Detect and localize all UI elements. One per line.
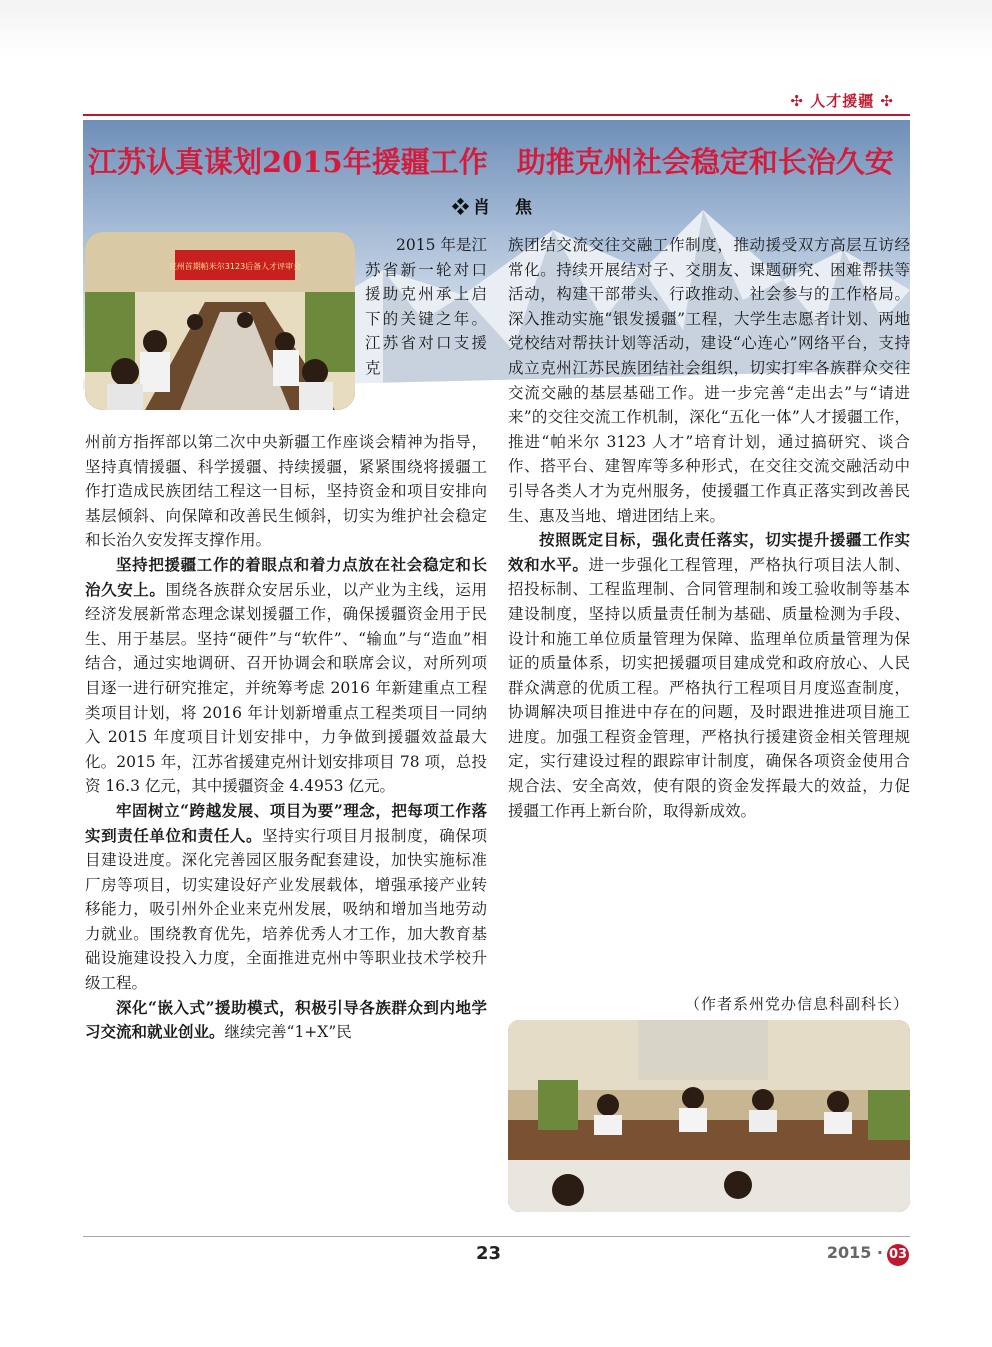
paragraph-2-body: 坚持实行项目月报制度，确保项目建设进度。深化完善园区服务配套建设，加快实施标准厂房等项目，切实建设好产业发展载体，增强承接产业转移能力，吸引州外企业来克州发展，吸纳和增加当地劳动力就业。围绕教育优先，培养优秀人才工作，加大教育基础设施建设投入力度，全面推进克州中等职业技术学校升级工程。 (85, 826, 487, 993)
paragraph-1-lead: 坚持把援疆工作的着眼点和着力点放在社会稳定和长治久安上。 (85, 554, 487, 599)
paragraph-2-lead: 牢固树立“跨越发展、项目为要”理念，把每项工作落实到责任单位和责任人。 (85, 800, 487, 845)
meeting-photo-1 (85, 232, 355, 410)
top-band (0, 0, 992, 60)
intro-wrap-text: 2015 年是江苏省新一轮对口援助克州承上启下的关键之年。江苏省对口支援克 (365, 236, 487, 377)
paragraph-3-lead: 深化“嵌入式”援助模式，积极引导各族群众到内地学习交流和就业创业。 (85, 997, 487, 1042)
page-number: 23 (476, 1243, 502, 1264)
paragraph-4-lead: 按照既定目标，强化责任落实，切实提升援疆工作实效和水平。 (508, 530, 910, 574)
issue-year: 2015 · (826, 1243, 883, 1262)
right-column (508, 233, 910, 823)
right-continued: 族团结交流交往交融工作制度，推动援受双方高层互访经常化。持续开展结对子、交朋友、课题研究、困难帮扶等活动，构建干部带头、行政推动、社会参与的工作格局。深入推动实施“银发援疆”工程，大学生志愿者计划、两地党校结对帮扶计划等活动，建设“心连心”网络平台，支持成立克州江苏民族团结社会组织，切实打牢各族群众交往交流交融的基层基础工作。进一步完善“走出去”与“请进来”的交往交流工作机制，深化“五化一体”人才援疆工作，推进“帕米尔 3123 人才”培育计划，通过搞研究、谈合作、搭平台、建智库等多种形式，在交往交流交融活动中引导各类人才为克州服务，使援疆工作真正落实到改善民生、惠及当地、增进团结上来。 (508, 236, 910, 525)
paragraph-4 (508, 528, 910, 823)
meeting-photo-2 (508, 1020, 910, 1212)
left-column (85, 430, 487, 1045)
paragraph-1-body: 围绕各族群众安居乐业，以产业为主线，运用经济发展新常态理念谋划援疆工作，确保援疆资金用于民生、用于基层。坚持“硬件”与“软件”、“输血”与“造血”相结合，通过实地调研、召开协调会和联席会议，对所列项目逐一进行研究推定，并统筹考虑 2016 年新建重点工程类项目计划，将 2016 年计划新增重点工程类项目一同纳入 2015 年度项目计划安排中，力争做到援疆效益最大化。2015 年，江苏省援建克州计划安排项目 78 项，总投资 16.3 亿元，其中援疆资金 4.4953 亿元。 (85, 580, 487, 796)
paragraph-3-body: 继续完善“1+X”民 (224, 1023, 352, 1042)
intro-continued: 州前方指挥部以第二次中央新疆工作座谈会精神为指导，坚持真情援疆、科学援疆、持续援疆，紧紧围绕将援疆工作打造成民族团结工程这一目标，坚持资金和项目安排向基层倾斜、向保障和改善民生倾斜，切实为维护社会稳定和长治久安发挥支撑作用。 (85, 433, 487, 550)
header-rule (83, 114, 910, 116)
author-byline: （作者系州党办信息科副科长） (684, 995, 909, 1013)
section-tag: ✣ 人才援疆 ✣ (790, 92, 894, 110)
article-title: 江苏认真谋划2015年援疆工作 助推克州社会稳定和长治久安 (88, 145, 894, 179)
issue-number-badge: 03 (887, 1244, 909, 1266)
article-author: ❖肖 焦 (452, 198, 536, 218)
intro-wrap-column (365, 233, 487, 381)
paragraph-1 (85, 553, 487, 799)
issue-label (827, 1243, 909, 1266)
paragraph-3 (85, 996, 487, 1045)
photo-banner-text: 克州首期帕米尔3123后备人才评审会 (168, 262, 302, 271)
paragraph-4-body: 进一步强化工程管理，严格执行项目法人制、招投标制、工程监理制、合同管理制和竣工验收制等基本建设制度，坚持以质量责任制为基础、质量检测为手段、设计和施工单位质量管理为保障、监理单位质量管理为保证的质量体系，切实把援疆项目建成党和政府放心、人民群众满意的优质工程。严格执行工程项目月度巡查制度，协调解决项目推进中存在的问题，及时跟进推进项目施工进度。加强工程资金管理，严格执行援建资金相关管理规定，实行建设过程的跟踪审计制度，确保各项资金使用合规合法、安全高效，使有限的资金发挥最大的效益，力促援疆工作再上新台阶，取得新成效。 (508, 555, 910, 820)
footer-rule (83, 1236, 910, 1237)
paragraph-2 (85, 799, 487, 996)
